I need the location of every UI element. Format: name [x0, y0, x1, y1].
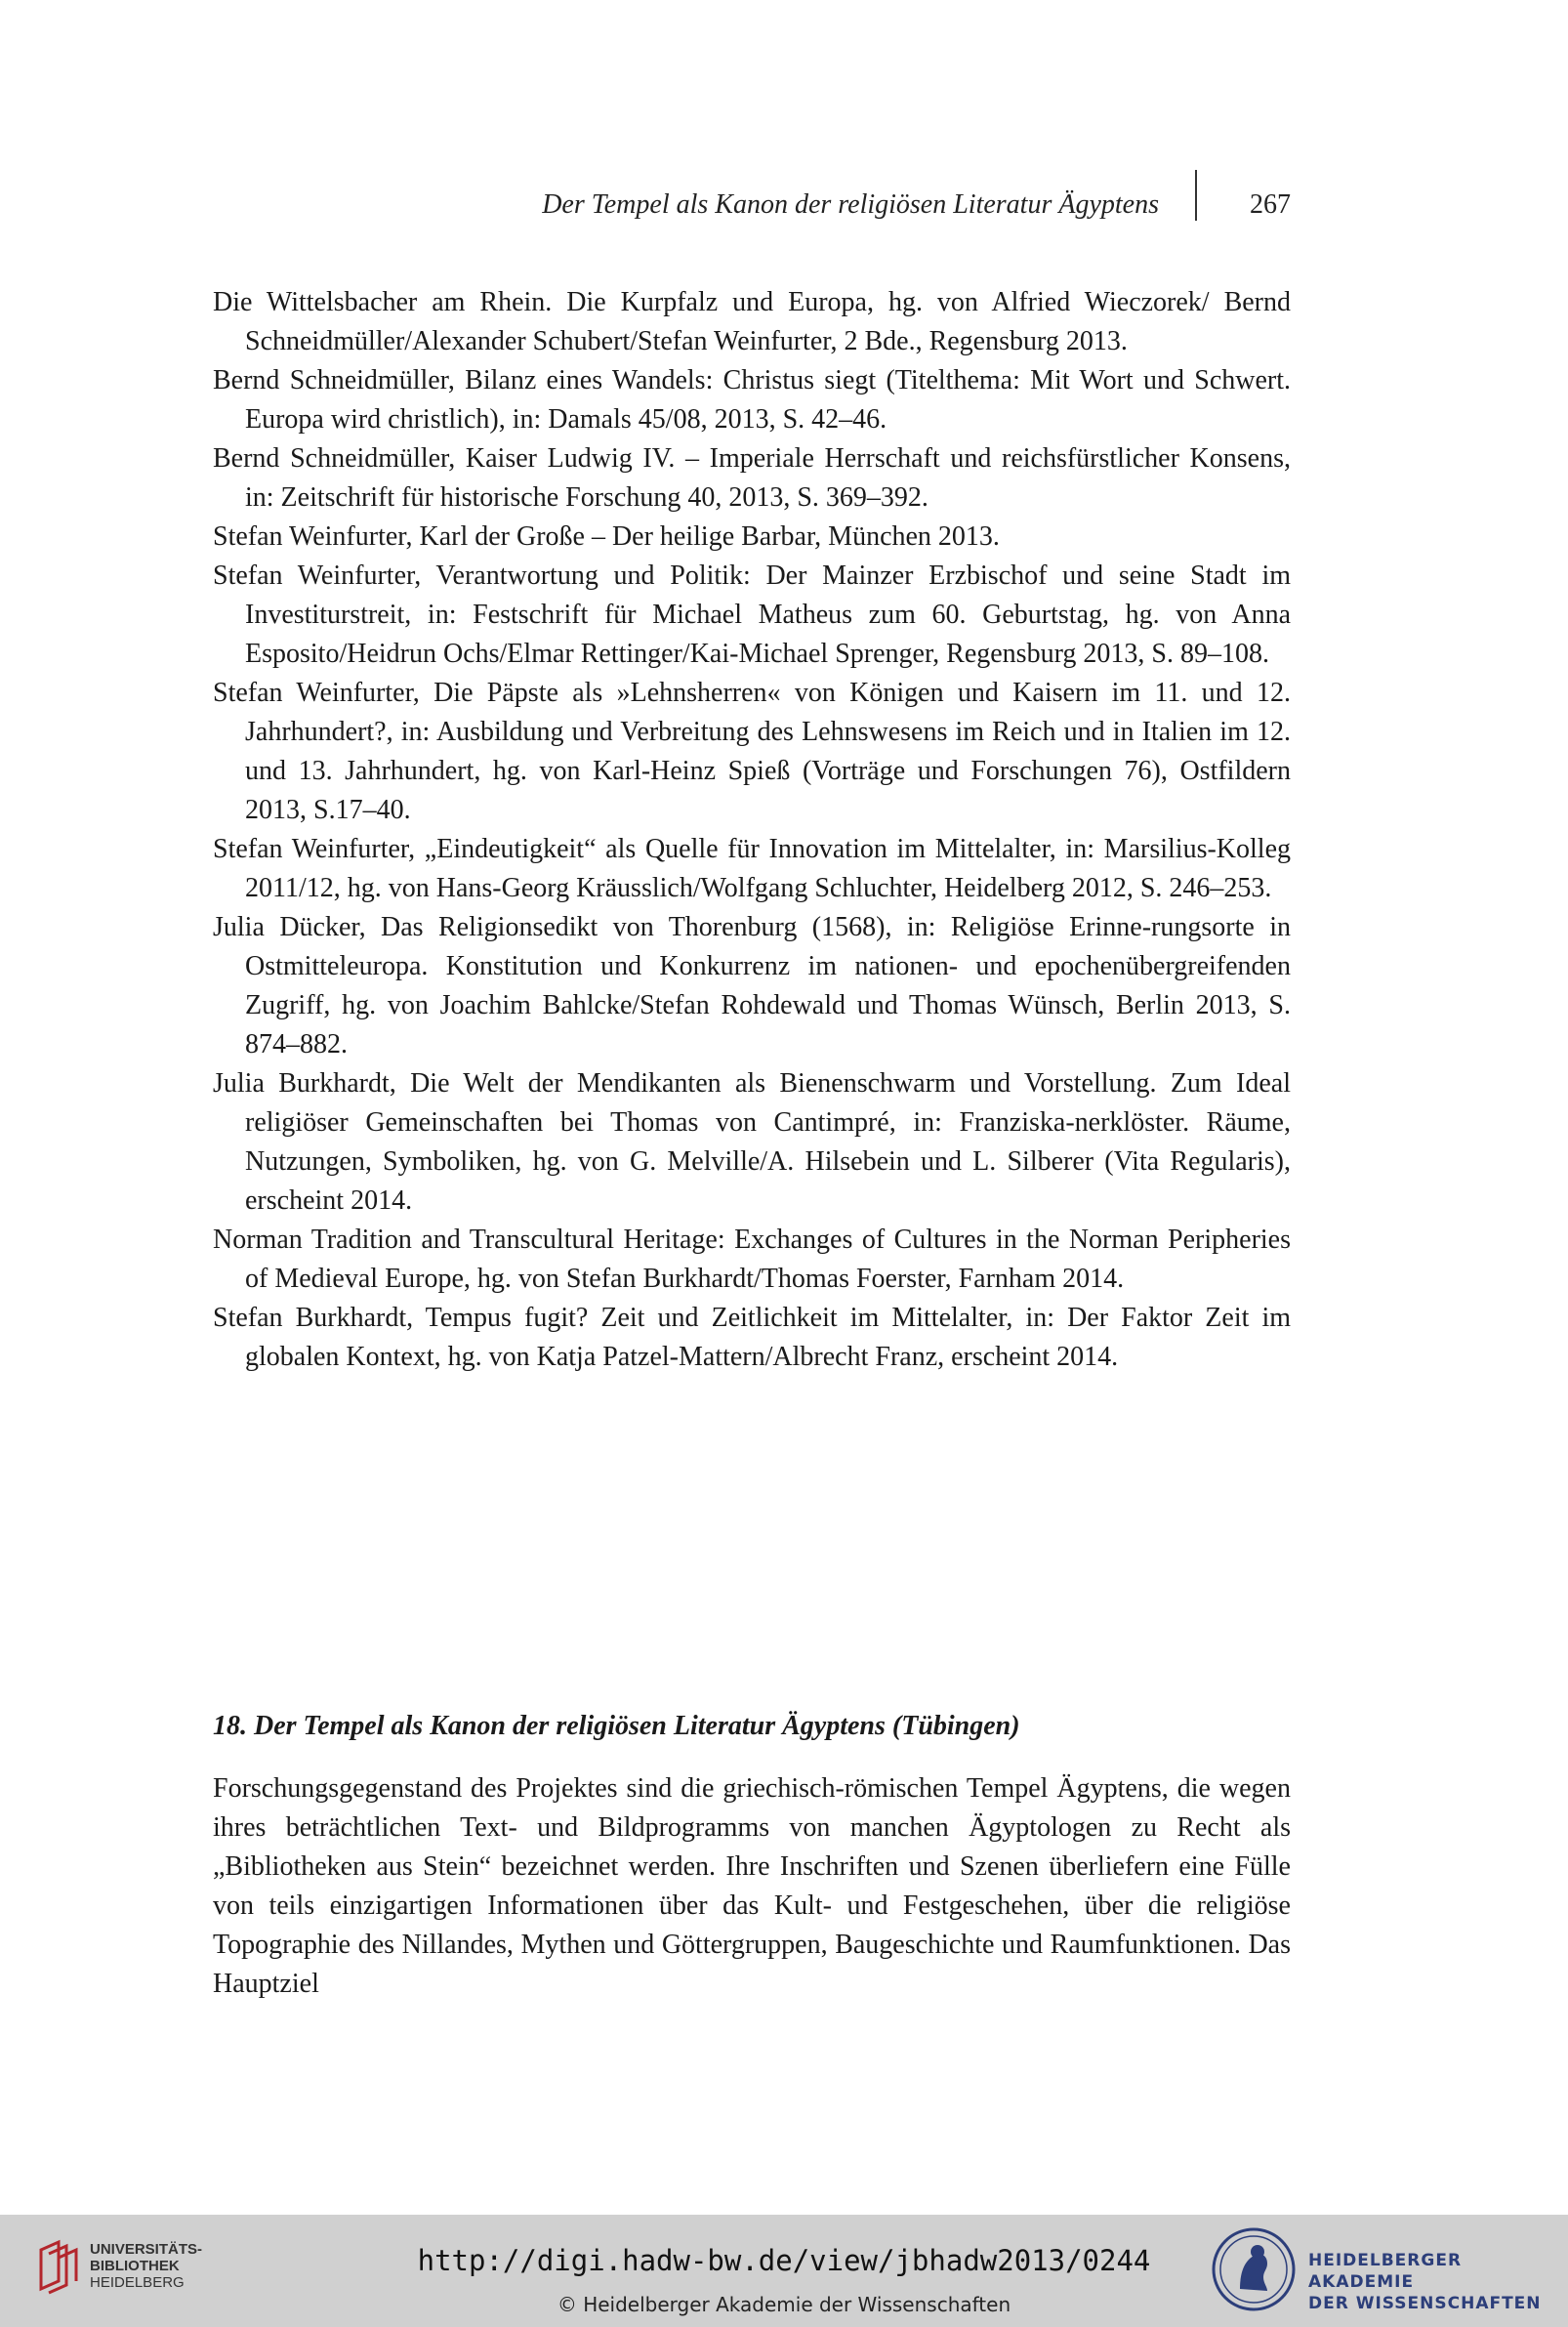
academy-name: [1308, 2250, 1568, 2314]
section-heading: 18. Der Tempel als Kanon der religiösen Literatur Ägyptens (Tübingen): [213, 1711, 1020, 1741]
ub-line-1: UNIVERSITÄTS-: [90, 2241, 203, 2258]
running-head: [213, 164, 1291, 223]
academy-line-2: DER WISSENSCHAFTEN: [1308, 2294, 1542, 2313]
bibliography-entry: Stefan Burkhardt, Tempus fugit? Zeit und Zeitlichkeit im Mittelalter, in: Der Faktor Zeit im globalen Kontext, hg. von Katja Patzel-Mattern/Albrecht Franz, erscheint 2014.: [213, 1303, 1291, 1372]
bibliography-entry: Bernd Schneidmüller, Kaiser Ludwig IV. – Imperiale Herrschaft und reichsfürstlicher Konsens, in: Zeitschrift für historische Forschung 40, 2013, S. 369–392.: [213, 443, 1291, 513]
header-divider: [1195, 170, 1197, 221]
bibliography-entry: Norman Tradition and Transcultural Heritage: Exchanges of Cultures in the Norman Peripheries of Medieval Europe, hg. von Stefan Burkhardt/Thomas Foerster, Farnham 2014.: [213, 1225, 1291, 1294]
academy-seal-icon: [1211, 2226, 1297, 2312]
bibliography-entry: Bernd Schneidmüller, Bilanz eines Wandels: Christus siegt (Titelthema: Mit Wort und Schwert. Europa wird christlich), in: Damals 45/08, 2013, S. 42–46.: [213, 365, 1291, 435]
source-url-link[interactable]: http://digi.hadw-bw.de/view/jbhadw2013/0244: [417, 2244, 1151, 2277]
bibliography-entry: Julia Burkhardt, Die Welt der Mendikanten als Bienenschwarm und Vorstellung. Zum Ideal religiöser Gemeinschaften bei Thomas von Cantimpré, in: Franziska-nerklöster. Räume, Nutzungen, Symboliken, hg. von G. Melville/A. Hilsebein und L. Silberer (Vita Regularis), erscheint 2014.: [213, 1068, 1291, 1216]
bibliography-entry: Die Wittelsbacher am Rhein. Die Kurpfalz und Europa, hg. von Alfried Wieczorek/ Bernd Schneidmüller/Alexander Schubert/Stefan Weinfurter, 2 Bde., Regensburg 2013.: [213, 287, 1291, 356]
copyright-notice: © Heidelberger Akademie der Wissenschaften: [557, 2293, 1011, 2316]
footer-bar: [0, 2215, 1568, 2327]
bibliography-entry: Stefan Weinfurter, „Eindeutigkeit“ als Quelle für Innovation im Mittelalter, in: Marsilius-Kolleg 2011/12, hg. von Hans-Georg Kräusslich/Wolfgang Schluchter, Heidelberg 2012, S. 246–253.: [213, 834, 1291, 903]
section-body-text: Forschungsgegenstand des Projektes sind die griechisch-römischen Tempel Ägyptens, die wegen ihres beträchtlichen Text- und Bildprogramms von manchen Ägyptologen zu Recht als „Bibliotheken aus Stein“ bezeichnet werden. Ihre Inschriften und Szenen überliefern eine Fülle von teils einzigartigen Informationen über das Kult- und Festgeschehen, über die religiöse Topographie des Nillandes, Mythen und Göttergruppen, Baugeschichte und Raumfunktionen. Das Hauptziel: [213, 1773, 1291, 1999]
running-title: Der Tempel als Kanon der religiösen Literatur Ägyptens: [542, 189, 1159, 220]
academy-line-1: HEIDELBERGER AKADEMIE: [1308, 2251, 1463, 2292]
ub-line-2: BIBLIOTHEK: [90, 2258, 180, 2274]
bibliography-entry: Stefan Weinfurter, Die Päpste als »Lehnsherren« von Königen und Kaisern im 11. und 12. Jahrhundert?, in: Ausbildung und Verbreitung des Lehnswesens im Reich und in Italien im 12. und 13. Jahrhundert, hg. von Karl-Heinz Spieß (Vorträge und Forschungen 76), Ostfildern 2013, S.17–40.: [213, 678, 1291, 825]
page-number: 267: [1250, 189, 1291, 220]
bibliography-entry: Stefan Weinfurter, Karl der Große – Der heilige Barbar, München 2013.: [213, 521, 1000, 552]
bibliography-entry: Julia Dücker, Das Religionsedikt von Thorenburg (1568), in: Religiöse Erinne-rungsorte in Ostmitteleuropa. Konstitution und Konkurrenz im nationen- und epochenübergreifenden Zugriff, hg. von Joachim Bahlcke/Stefan Rohdewald und Thomas Wünsch, Berlin 2013, S. 874–882.: [213, 912, 1291, 1060]
ub-line-3: HEIDELBERG: [90, 2274, 185, 2291]
bibliography-entry: Stefan Weinfurter, Verantwortung und Politik: Der Mainzer Erzbischof und seine Stadt im Investiturstreit, in: Festschrift für Michael Matheus zum 60. Geburtstag, hg. von Anna Esposito/Heidrun Ochs/Elmar Rettinger/Kai-Michael Sprenger, Regensburg 2013, S. 89–108.: [213, 561, 1291, 669]
bibliography-list: [213, 283, 1291, 1377]
